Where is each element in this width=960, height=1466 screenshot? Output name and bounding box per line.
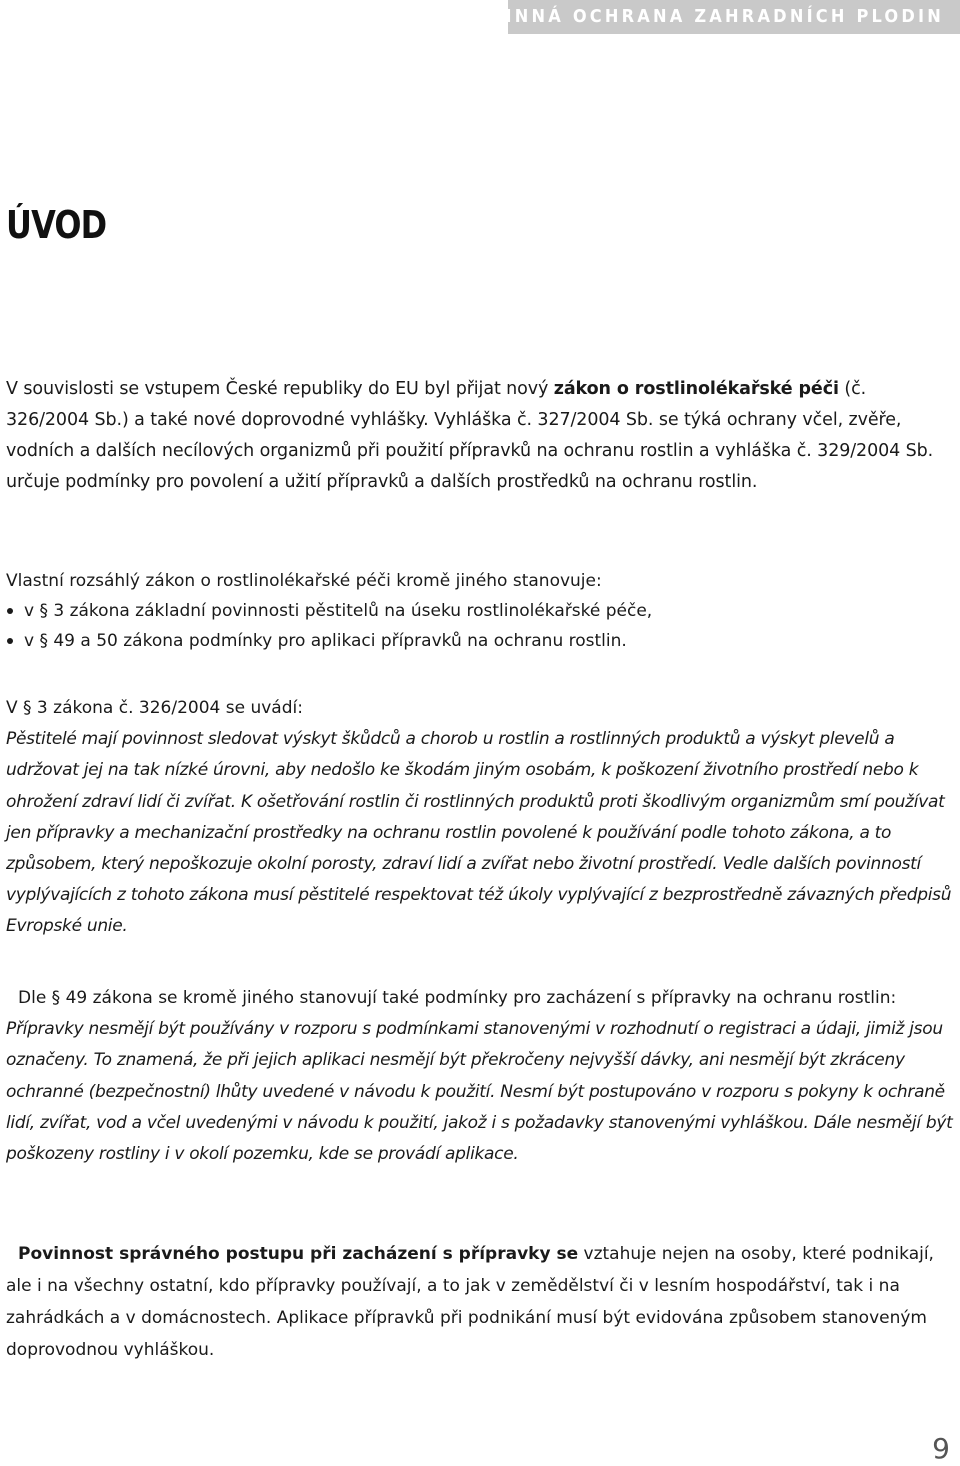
- running-header: [474, 0, 960, 34]
- intro-text-start: V souvislosti se vstupem České republiky do EU byl přijat nový: [6, 379, 554, 399]
- list-item: v § 3 zákona základní povinnosti pěstitelů na úseku rostlinolékařské péče,: [6, 596, 954, 626]
- section-3-quote-text: Pěstitelé mají povinnost sledovat výskyt škůdců a chorob u rostlin a rostlinných produktů a výskyt plevelů a udržovat jej na tak nízké úrovni, aby nedošlo ke škodám jiným osobám, k poškození životního prostředí nebo k ohrožení zdraví lidí či zvířat. K ošetřování rostlin či rostlinných produktů proti škodlivým organizmům smí používat jen přípravky a mechanizační prostředky na ochranu rostlin povolené k používání podle tohoto zákona, a to způsobem, který nepoškozuje okolní porosty, zdraví lidí a zvířat nebo životní prostředí. Vedle dalších povinností vyplývajících z tohoto zákona musí pěstitelé respektovat též úkoly vyplývající z bezprostředně závazných předpisů Evropské unie.: [6, 729, 952, 937]
- page-title: ÚVOD: [6, 203, 107, 247]
- obligation-bold: Povinnost správného postupu při zacházení s přípravky se: [18, 1244, 579, 1264]
- section-49-intro: Dle § 49 zákona se kromě jiného stanovují také podmínky pro zacházení s přípravky na ochranu rostlin:: [18, 988, 897, 1008]
- section-49-quote: [6, 983, 954, 1170]
- list-item: v § 49 a 50 zákona podmínky pro aplikaci přípravků na ochranu rostlin.: [6, 626, 954, 656]
- obligation-paragraph: [6, 1238, 954, 1366]
- page-number: 9: [932, 1432, 950, 1465]
- section-49-quote-text: Přípravky nesmějí být používány v rozporu s podmínkami stanovenými v rozhodnutí o registraci a údaji, jimiž jsou označeny. To znamená, že při jejich aplikaci nesmějí být překročeny nejvyšší dávky, ani nesmějí být zkráceny ochranné (bezpečnostní) lhůty uvedené v návodu k použití. Nesmí být postupováno v rozporu s pokyny k ochraně lidí, zvířat, vod a včel uvedenými v návodu k použití, jakož i s požadavky stanovenými vyhláškou. Dále nesmějí být poškozeny rostliny i v okolí pozemku, kde se provádí aplikace.: [6, 1019, 953, 1165]
- section-3-quote: [6, 693, 954, 943]
- law-name-bold: zákon o rostlinolékařské péči: [553, 379, 839, 399]
- provisions-list: [6, 596, 954, 656]
- law-provisions: [6, 566, 954, 656]
- section-3-intro: V § 3 zákona č. 326/2004 se uvádí:: [6, 698, 303, 718]
- provisions-intro: Vlastní rozsáhlý zákon o rostlinolékařské péči kromě jiného stanovuje:: [6, 571, 602, 591]
- intro-text-rest: (č. 326/2004 Sb.) a také nové doprovodné vyhlášky. Vyhláška č. 327/2004 Sb. se týká ochrany včel, zvěře, vodních a dalších necílových organizmů při použití přípravků na ochranu rostlin a vyhláška č. 329/2004 Sb. určuje podmínky pro povolení a užití přípravků a dalších prostředků na ochranu rostlin.: [6, 379, 934, 492]
- intro-paragraph: [6, 374, 954, 498]
- running-title: ÚČINNÁ OCHRANA ZAHRADNÍCH PLODIN: [474, 6, 944, 27]
- obligation-text: vztahuje nejen na osoby, které podnikají, ale i na všechny ostatní, kdo přípravky používají, a to jak v zemědělství či v lesním hospodářství, tak i na zahrádkách a v domácnostech. Aplikace přípravků při podnikání musí být evidována způsobem stanoveným doprovodnou vyhláškou.: [6, 1244, 934, 1360]
